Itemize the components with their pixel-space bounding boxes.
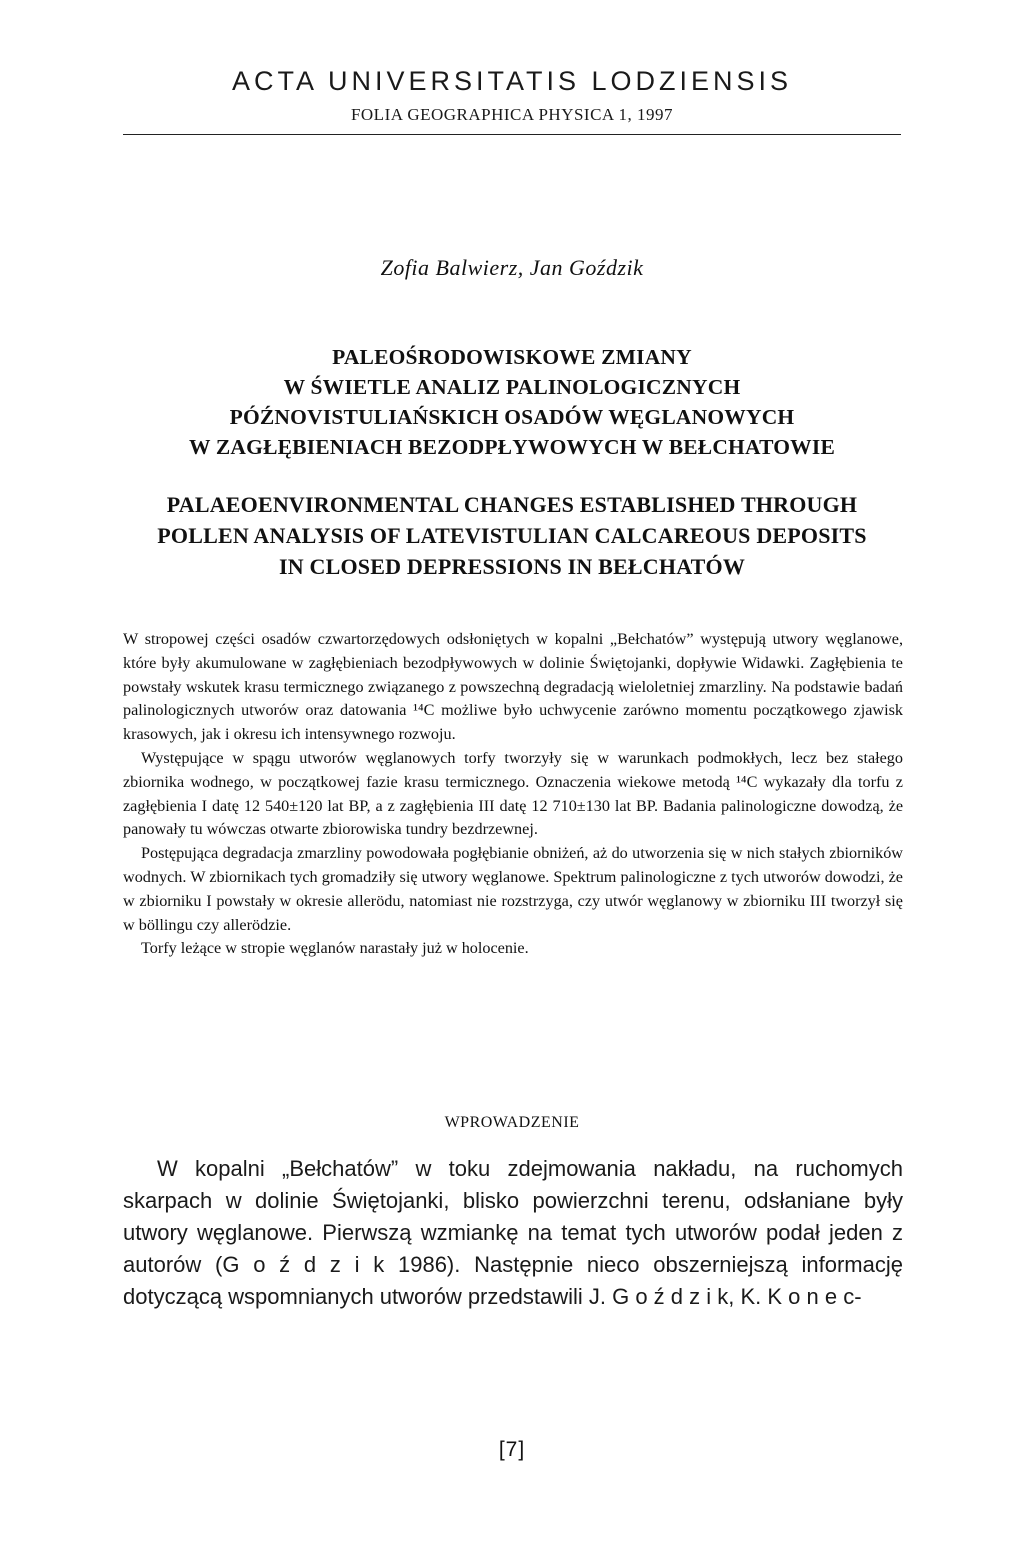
title-pl-line: W ŚWIETLE ANALIZ PALINOLOGICZNYCH xyxy=(283,375,741,399)
abstract-paragraph: Postępująca degradacja zmarzliny powodowała pogłębianie obniżeń, aż do utworzenia się w nich stałych zbiorników wodnych. W zbiornikach tych gromadziły się utwory węglanowe. Spektrum palinologiczne z tych utworów dowodzi, że w zbiorniku I powstały w okresie allerödu, natomiast nie rozstrzyga, czy utwór węglanowy w zbiorniku III tworzył się w böllingu czy allerödzie. xyxy=(123,844,903,934)
title-pl-line: W ZAGŁĘBIENIACH BEZODPŁYWOWYCH W BEŁCHATOWIE xyxy=(189,435,835,459)
page-number: [7] xyxy=(498,1438,526,1461)
intro-paragraph: W kopalni „Bełchatów” w toku zdejmowania nakładu, na ruchomych skarpach w dolinie Świętojanki, blisko powierzchni terenu, odsłaniane były utwory węglanowe. Pierwszą wzmiankę na temat tych utworów podał jeden z autorów (G o ź d z i k 1986). Następnie nieco obszerniejszą informację dotyczącą wspomnianych utworów przedstawili J. G o ź d z i k, K. K o n e c- xyxy=(123,1156,903,1309)
authors: Zofia Balwierz, Jan Goździk xyxy=(380,255,644,280)
journal-title: ACTA UNIVERSITATIS LODZIENSIS xyxy=(231,66,793,96)
title-pl-line: PALEOŚRODOWISKOWE ZMIANY xyxy=(332,345,692,369)
journal-series: FOLIA GEOGRAPHICA PHYSICA 1, 1997 xyxy=(350,105,674,124)
title-polish xyxy=(60,342,964,462)
title-en-line: POLLEN ANALYSIS OF LATEVISTULIAN CALCAREOUS DEPOSITS xyxy=(157,523,867,548)
title-en-line: PALAEOENVIRONMENTAL CHANGES ESTABLISHED THROUGH xyxy=(166,492,858,517)
abstract-paragraph: Występujące w spągu utworów węglanowych torfy tworzyły się w warunkach podmokłych, lecz bez stałego zbiornika wodnego, w początkowej fazie krasu termicznego. Oznaczenia wiekowe metodą ¹⁴C wykazały dla torfu z zagłębienia I datę 12 540±120 lat BP, a z zagłębienia III datę 12 710±130 lat BP. Badania palinologiczne dowodzą, że panowały tu wówczas otwarte zbiorowiska tundry bezdrzewnej. xyxy=(123,748,903,839)
abstract-paragraph: W stropowej części osadów czwartorzędowych odsłoniętych w kopalni „Bełchatów” występują utwory węglanowe, które były akumulowane w zagłębieniach bezodpływowych w dolinie Świętojanki, dopływie Widawki. Zagłębienia te powstały wskutek krasu termicznego związanego z powszechną degradacją wieloletniej zmarzliny. Na podstawie badań palinologicznych utworów oraz datowania ¹⁴C możliwe było uchwycenie zarówno momentu początkowego zjawisk krasowych, jak i okresu ich intensywnego rozwoju. xyxy=(123,630,903,744)
title-en-line: IN CLOSED DEPRESSIONS IN BEŁCHATÓW xyxy=(278,554,746,579)
section-heading: WPROWADZENIE xyxy=(444,1114,580,1131)
title-pl-line: PÓŹNOVISTULIAŃSKICH OSADÓW WĘGLANOWYCH xyxy=(229,405,795,429)
title-english xyxy=(60,489,964,582)
header-rule xyxy=(123,134,901,135)
abstract xyxy=(123,628,903,961)
abstract-paragraph: Torfy leżące w stropie węglanów narastały już w holocenie. xyxy=(141,939,529,958)
